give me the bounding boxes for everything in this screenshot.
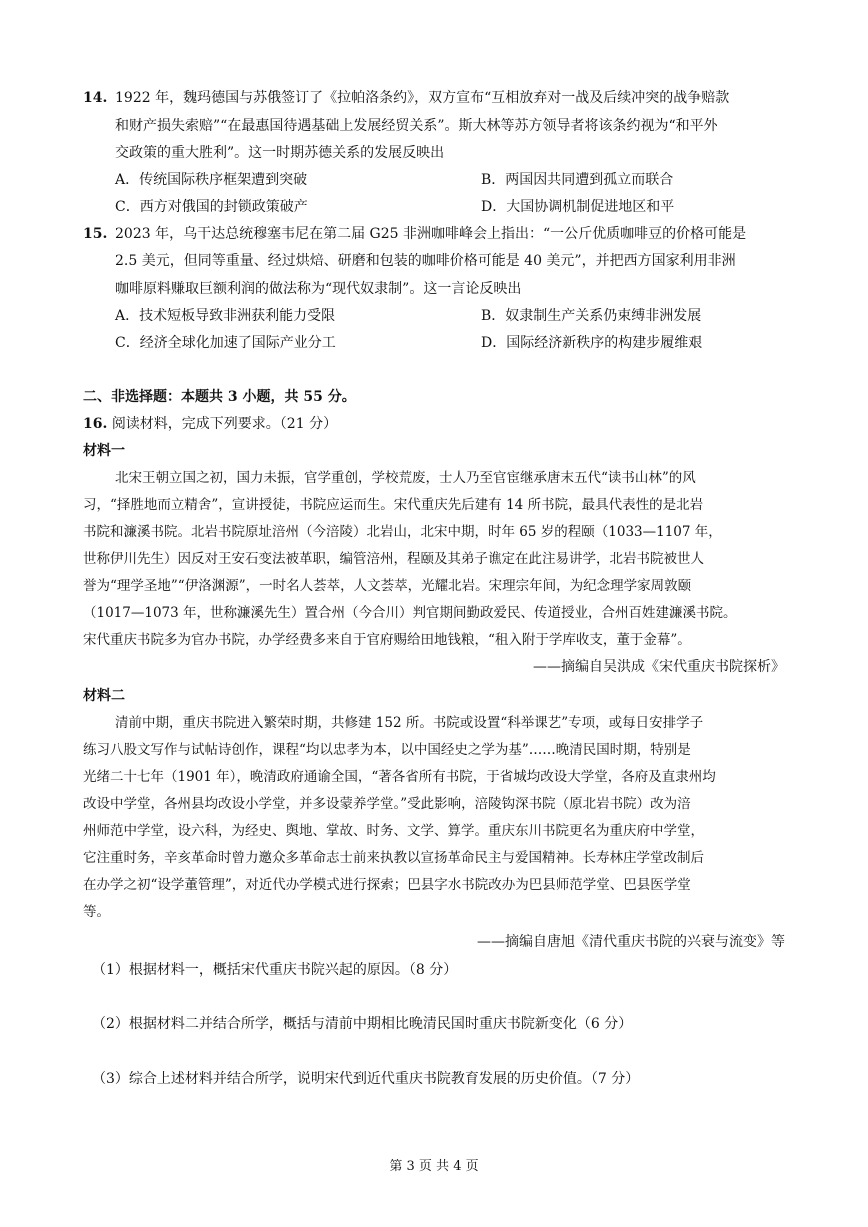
q15-option-c: C．经济全球化加速了国际产业分工 (115, 335, 336, 351)
q14-option-a: A．传统国际秩序框架遭到突破 (115, 172, 308, 188)
q16-stem (83, 414, 337, 434)
q15-stem-line: 2.5 美元，但同等重量、经过烘焙、研磨和包装的咖啡价格可能是 40 美元”，并把西方国家利用非洲 (115, 253, 736, 269)
material-1-line: 书院和濂溪书院。北岩书院原址涪州（今涪陵）北岩山，北宋中期，时年 65 岁的程颐（1033—1107 年， (83, 524, 722, 540)
sub-question-3: （3）综合上述材料并结合所学，说明宋代到近代重庆书院教育发展的历史价值。（7 分） (92, 1071, 640, 1087)
material-1-line: 习，“择胜地而立精舍”，宣讲授徒，书院应运而生。宋代重庆先后建有 14 所书院，最具代表性的是北岩 (83, 497, 704, 513)
material-2-line: 改设中学堂，各州县均改设小学堂，并多设蒙养学堂。”受此影响，涪陵钩深书院（原北岩书院）改为涪 (83, 796, 691, 812)
material-2-line: 在办学之初“设学董管理”，对近代办学模式进行探索；巴县字水书院改办为巴县师范学堂、巴县医学堂 (83, 877, 691, 893)
sub-question-1: （1）根据材料一，概括宋代重庆书院兴起的原因。（8 分） (92, 962, 458, 978)
material-2-line: 清前中期，重庆书院进入繁荣时期，共修建 152 所。书院或设置“科举课艺”专项，或每日安排学子 (115, 715, 704, 731)
q15-option-d: D．国际经济新秩序的构建步履维艰 (481, 335, 703, 351)
q16-number: 16. (83, 416, 108, 432)
q15-stem-line: 咖啡原料赚取巨额利润的做法称为“现代奴隶制”。这一言论反映出 (115, 281, 522, 297)
material-1-line: 北宋王朝立国之初，国力未振，官学重创，学校荒废，士人乃至官宦继承唐末五代“读书山林”的风 (115, 470, 696, 486)
material-2-heading: 材料二 (83, 688, 125, 704)
material-2-line: 州师范中学堂，设六科，为经史、舆地、掌故、时务、文学、算学。重庆东川书院更名为重庆府中学堂， (83, 823, 704, 839)
material-1-heading: 材料一 (83, 443, 125, 459)
q14-stem-line: 交政策的重大胜利”。这一时期苏德关系的发展反映出 (115, 145, 445, 161)
q15-option-a: A．技术短板导致非洲获利能力受限 (115, 308, 336, 324)
q14-option-b: B．两国因共同遭到孤立而联合 (481, 172, 674, 188)
material-2-line: 它注重时务，辛亥革命时曾力邀众多革命志士前来执教以宣扬革命民主与爱国精神。长寿林庄学堂改制后 (83, 850, 704, 866)
q14-stem-line: 和财产损失索赔”“在最惠国待遇基础上发展经贸关系”。斯大林等苏方领导者将该条约视为“和平外 (115, 118, 718, 134)
material-1-line: 世称伊川先生）因反对王安石变法被革职，编管涪州，程颐及其弟子谯定在此注易讲学，北岩书院被世人 (83, 551, 704, 567)
material-1-line: 宋代重庆书院多为官办书院，办学经费多来自于官府赐给田地钱粮，“租入附于学库收支，董于金幕”。 (83, 632, 691, 648)
q16-instruction: 阅读材料，完成下列要求。（21 分） (111, 416, 338, 432)
q15-option-b: B．奴隶制生产关系仍束缚非洲发展 (481, 308, 702, 324)
q14-option-d: D．大国协调机制促进地区和平 (481, 199, 675, 215)
q15-stem-line: 2023 年，乌干达总统穆塞韦尼在第二届 G25 非洲咖啡峰会上指出：“一公斤优质咖啡豆的价格可能是 (115, 226, 747, 242)
material-1-line: 誉为“理学圣地”“伊洛渊源”，一时名人荟萃，人文荟萃，光耀北岩。宋理宗年间，为纪念理学家周敦颐 (83, 578, 692, 594)
material-2-line: 光绪二十七年（1901 年），晚清政府通谕全国，“著各省所有书院，于省城均改设大学堂，各府及直隶州均 (83, 769, 716, 785)
material-2-line: 等。 (83, 904, 110, 920)
q14-number: 14. (83, 90, 108, 106)
q15-number: 15. (83, 226, 108, 242)
material-2-line: 练习八股文写作与试帖诗创作，课程“均以忠孝为本，以中国经史之学为基”……晚清民国时期，特别是 (83, 742, 691, 758)
sub-question-2: （2）根据材料二并结合所学，概括与清前中期相比晚清民国时重庆书院新变化（6 分） (92, 1016, 633, 1032)
material-1-line: （1017—1073 年，世称濂溪先生）置合州（今合川）判官期间勤政爱民、传道授业，合州百姓建濂溪书院。 (83, 605, 737, 621)
section-heading: 二、非选择题：本题共 3 小题，共 55 分。 (83, 389, 356, 405)
q14-option-c: C．西方对俄国的封锁政策破产 (115, 199, 308, 215)
q14-stem-line: 1922 年，魏玛德国与苏俄签订了《拉帕洛条约》，双方宣布“互相放弃对一战及后续冲突的战争赔款 (115, 90, 730, 106)
material-1-source: ——摘编自吴洪成《宋代重庆书院探析》 (533, 659, 785, 675)
material-2-source: ——摘编自唐旭《清代重庆书院的兴衰与流变》等 (477, 934, 785, 950)
page-number-footer: 第 3 页 共 4 页 (389, 1159, 479, 1174)
